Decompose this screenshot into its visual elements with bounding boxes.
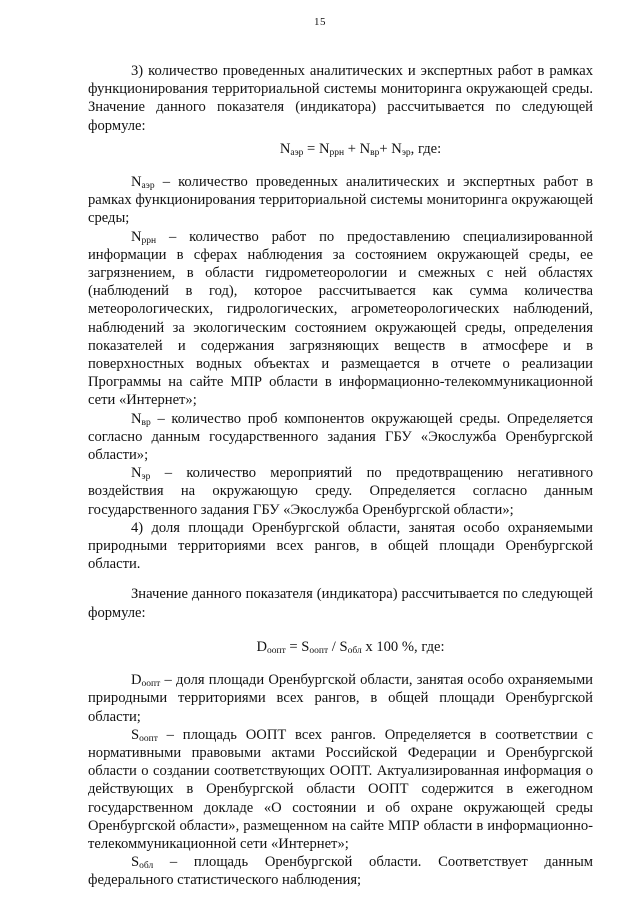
definition-d-oopt (88, 671, 593, 726)
definition-symbol: D (131, 672, 142, 689)
definition-symbol: N (131, 465, 142, 482)
formula-subscript: аэр (290, 147, 304, 158)
definition-text: – площадь ООПТ всех рангов. Определяется в соответствии с нормативными правовыми актами Российской Федерации и Оренбургской области о создании соответствующих ООПТ. Актуализированная информация о действующих в Оренбургской области ООПТ содержится в ежегодном государственном докладе «О состоянии и об охране окружающей среды Оренбургской области», размещенном на сайте МПР области в информационно-телекоммуникационной сети «Интернет»; (88, 726, 593, 852)
definition-subscript: вр (141, 417, 151, 428)
formula-subscript: эр (401, 147, 411, 158)
definition-s-obl (88, 853, 593, 889)
formula-operator: = (303, 140, 319, 157)
definition-text: – площадь Оренбургской области. Соответствует данным федерального статистического наблюдения; (88, 854, 593, 889)
definition-text: – количество работ по предоставлению специализированной информации в сферах наблюдения за состоянием окружающей среды, ее загрязнением, в области гидрометеорологии и смежных с ней областях (наблюдений в год), которое рассчитывается как сумма количества метеорологических, гидрологических, агрометеорологических наблюдений, наблюдений за экологическим состоянием окружающей среды, определения показателей и содержания загрязняющих веществ в атмосфере и в поверхностных водных объектах и размещается в отчете о реализации Программы на сайте МПР области в информационно-телекоммуникационной сети «Интернет»; (88, 228, 593, 409)
item-3-paragraph: 3) количество проведенных аналитических и экспертных работ в рамках функционирования территориальной системы мониторинга окружающей среды. Значение данного показателя (индикатора) рассчитывается по следующей формуле: (88, 63, 593, 134)
formula-subscript: оопт (309, 645, 329, 656)
formula-symbol: D (256, 638, 267, 655)
formula-subscript: обл (347, 645, 362, 656)
definition-symbol: N (131, 174, 142, 191)
definition-n-er (88, 464, 593, 519)
definition-subscript: обл (139, 861, 154, 872)
definition-n-rrn (88, 228, 593, 410)
definition-subscript: эр (141, 472, 151, 483)
definition-n-vr (88, 410, 593, 465)
definition-text: – количество мероприятий по предотвращению негативного воздействия на окружающую среду. Определяется согласно данным государственного задания ГБУ «Экослужба Оренбургской области»; (88, 465, 593, 518)
formula-symbol: S (301, 638, 310, 655)
formula-operator: = (285, 638, 302, 655)
formula-symbol: N (318, 140, 330, 157)
formula-operator: + (344, 140, 360, 157)
definition-n-aer (88, 173, 593, 228)
definition-symbol: N (131, 228, 142, 245)
definition-subscript: оопт (141, 679, 161, 690)
definition-subscript: аэр (141, 181, 155, 192)
definition-text: – количество проведенных аналитических и экспертных работ в рамках функционирования территориальной системы мониторинга окружающей среды; (88, 174, 593, 227)
formula-symbol: N (279, 140, 291, 157)
formula-subscript: ррн (329, 147, 345, 158)
formula-doopt (88, 638, 593, 656)
definition-symbol: S (131, 854, 140, 871)
formula-subscript: оопт (267, 645, 286, 656)
definition-symbol: S (131, 726, 140, 743)
definition-s-oopt (88, 726, 593, 853)
formula-aer (88, 140, 593, 158)
page-number: 15 (314, 16, 326, 28)
definition-subscript: ррн (141, 235, 157, 246)
definition-subscript: оопт (139, 733, 158, 744)
formula-intro-paragraph: Значение данного показателя (индикатора) рассчитывается по следующей формуле: (88, 586, 593, 621)
formula-subscript: вр (370, 147, 380, 158)
formula-operator: + (379, 140, 392, 157)
item-4-paragraph: 4) доля площади Оренбургской области, занятая особо охраняемыми природными территориями всех рангов, в общей площади Оренбургской области. (88, 519, 593, 573)
formula-symbol: N (359, 140, 371, 157)
formula-tail: x 100 %, где: (361, 638, 445, 655)
definition-text: – количество проб компонентов окружающей среды. Определяется согласно данным государственного задания ГБУ «Экослужба Оренбургской области»; (88, 410, 593, 464)
formula-tail: , где: (410, 140, 442, 157)
page-content (88, 62, 593, 890)
formula-symbol: S (339, 638, 348, 655)
definition-symbol: N (131, 410, 142, 427)
definition-text: – доля площади Оренбургской области, занятая особо охраняемыми природными территориями всех рангов, в общей площади Оренбургской области; (88, 672, 593, 725)
formula-symbol: N (391, 140, 402, 157)
formula-operator: / (328, 638, 340, 655)
